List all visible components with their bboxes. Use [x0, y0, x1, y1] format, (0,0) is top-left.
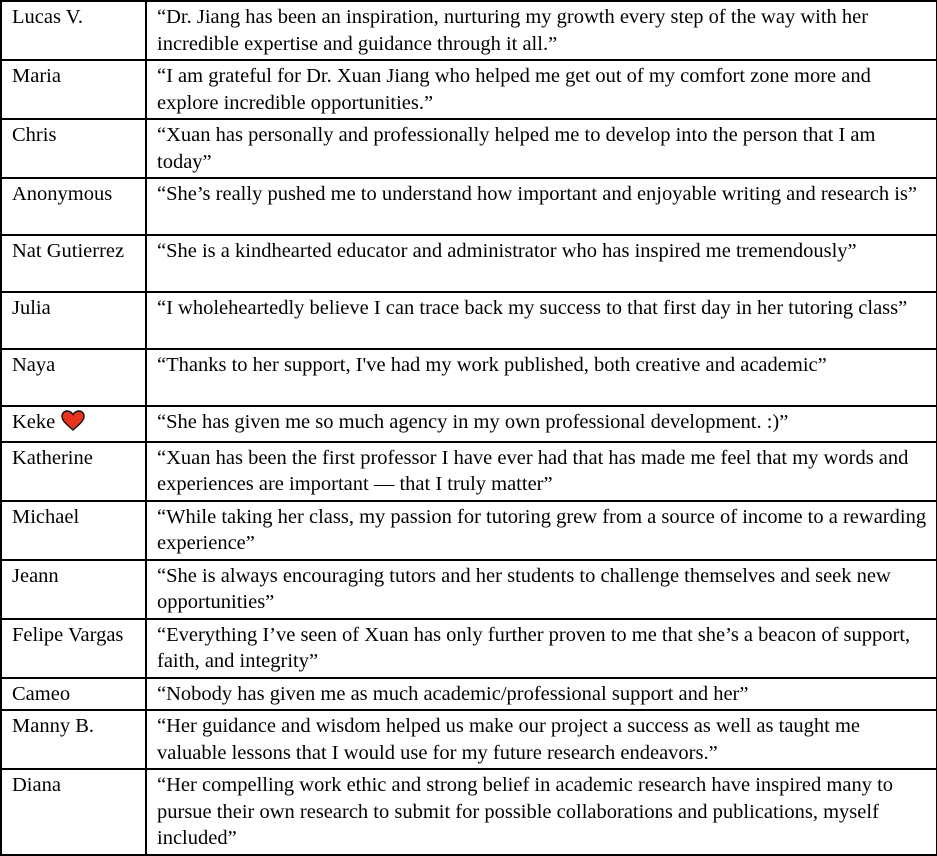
table-row — [1, 501, 937, 560]
testimonial-quote: “She is always encouraging tutors and her students to challenge themselves and seek new opportunities” — [146, 560, 937, 619]
student-name: Keke — [12, 411, 56, 433]
table-row — [1, 560, 937, 619]
table-row — [1, 235, 937, 292]
student-name: Maria — [1, 60, 146, 119]
table-row — [1, 178, 937, 235]
testimonial-quote: “Her compelling work ethic and strong belief in academic research have inspired many to pursue their own research to submit for possible collaborations and publications, myself included” — [146, 769, 937, 855]
student-name-cell — [1, 406, 146, 442]
student-name: Anonymous — [1, 178, 146, 235]
table-row — [1, 1, 937, 60]
table-row — [1, 678, 937, 711]
testimonial-quote: “Thanks to her support, I've had my work published, both creative and academic” — [146, 349, 937, 406]
student-name: Felipe Vargas — [1, 619, 146, 678]
table-row — [1, 349, 937, 406]
table-row — [1, 769, 937, 855]
student-name: Naya — [1, 349, 146, 406]
testimonial-quote: “Dr. Jiang has been an inspiration, nurturing my growth every step of the way with her incredible expertise and guidance through it all.” — [146, 1, 937, 60]
testimonial-quote: “Her guidance and wisdom helped us make our project a success as well as taught me valuable lessons that I would use for my future research endeavors.” — [146, 710, 937, 769]
table-row — [1, 710, 937, 769]
table-row — [1, 292, 937, 349]
testimonial-quote: “Nobody has given me as much academic/professional support and her” — [146, 678, 937, 711]
student-name: Chris — [1, 119, 146, 178]
testimonial-quote: “While taking her class, my passion for tutoring grew from a source of income to a rewarding experience” — [146, 501, 937, 560]
testimonial-quote: “Everything I’ve seen of Xuan has only further proven to me that she’s a beacon of support, faith, and integrity” — [146, 619, 937, 678]
student-name: Manny B. — [1, 710, 146, 769]
heart-icon — [61, 410, 85, 439]
student-name: Diana — [1, 769, 146, 855]
testimonial-quote: “Xuan has been the first professor I have ever had that has made me feel that my words and experiences are important — that I truly matter” — [146, 442, 937, 501]
table-row — [1, 406, 937, 442]
student-name: Jeann — [1, 560, 146, 619]
student-name: Michael — [1, 501, 146, 560]
student-name: Lucas V. — [1, 1, 146, 60]
student-name: Julia — [1, 292, 146, 349]
testimonial-quote: “Xuan has personally and professionally helped me to develop into the person that I am today” — [146, 119, 937, 178]
table-row — [1, 442, 937, 501]
testimonial-quote: “She has given me so much agency in my own professional development. :)” — [146, 406, 937, 442]
testimonial-quote: “I am grateful for Dr. Xuan Jiang who helped me get out of my comfort zone more and explore incredible opportunities.” — [146, 60, 937, 119]
table-row — [1, 60, 937, 119]
testimonial-quote: “She’s really pushed me to understand how important and enjoyable writing and research is” — [146, 178, 937, 235]
table-row — [1, 119, 937, 178]
student-name: Katherine — [1, 442, 146, 501]
testimonial-quote: “I wholeheartedly believe I can trace back my success to that first day in her tutoring class” — [146, 292, 937, 349]
student-name: Cameo — [1, 678, 146, 711]
student-name: Nat Gutierrez — [1, 235, 146, 292]
testimonial-quote: “She is a kindhearted educator and administrator who has inspired me tremendously” — [146, 235, 937, 292]
table-row — [1, 619, 937, 678]
